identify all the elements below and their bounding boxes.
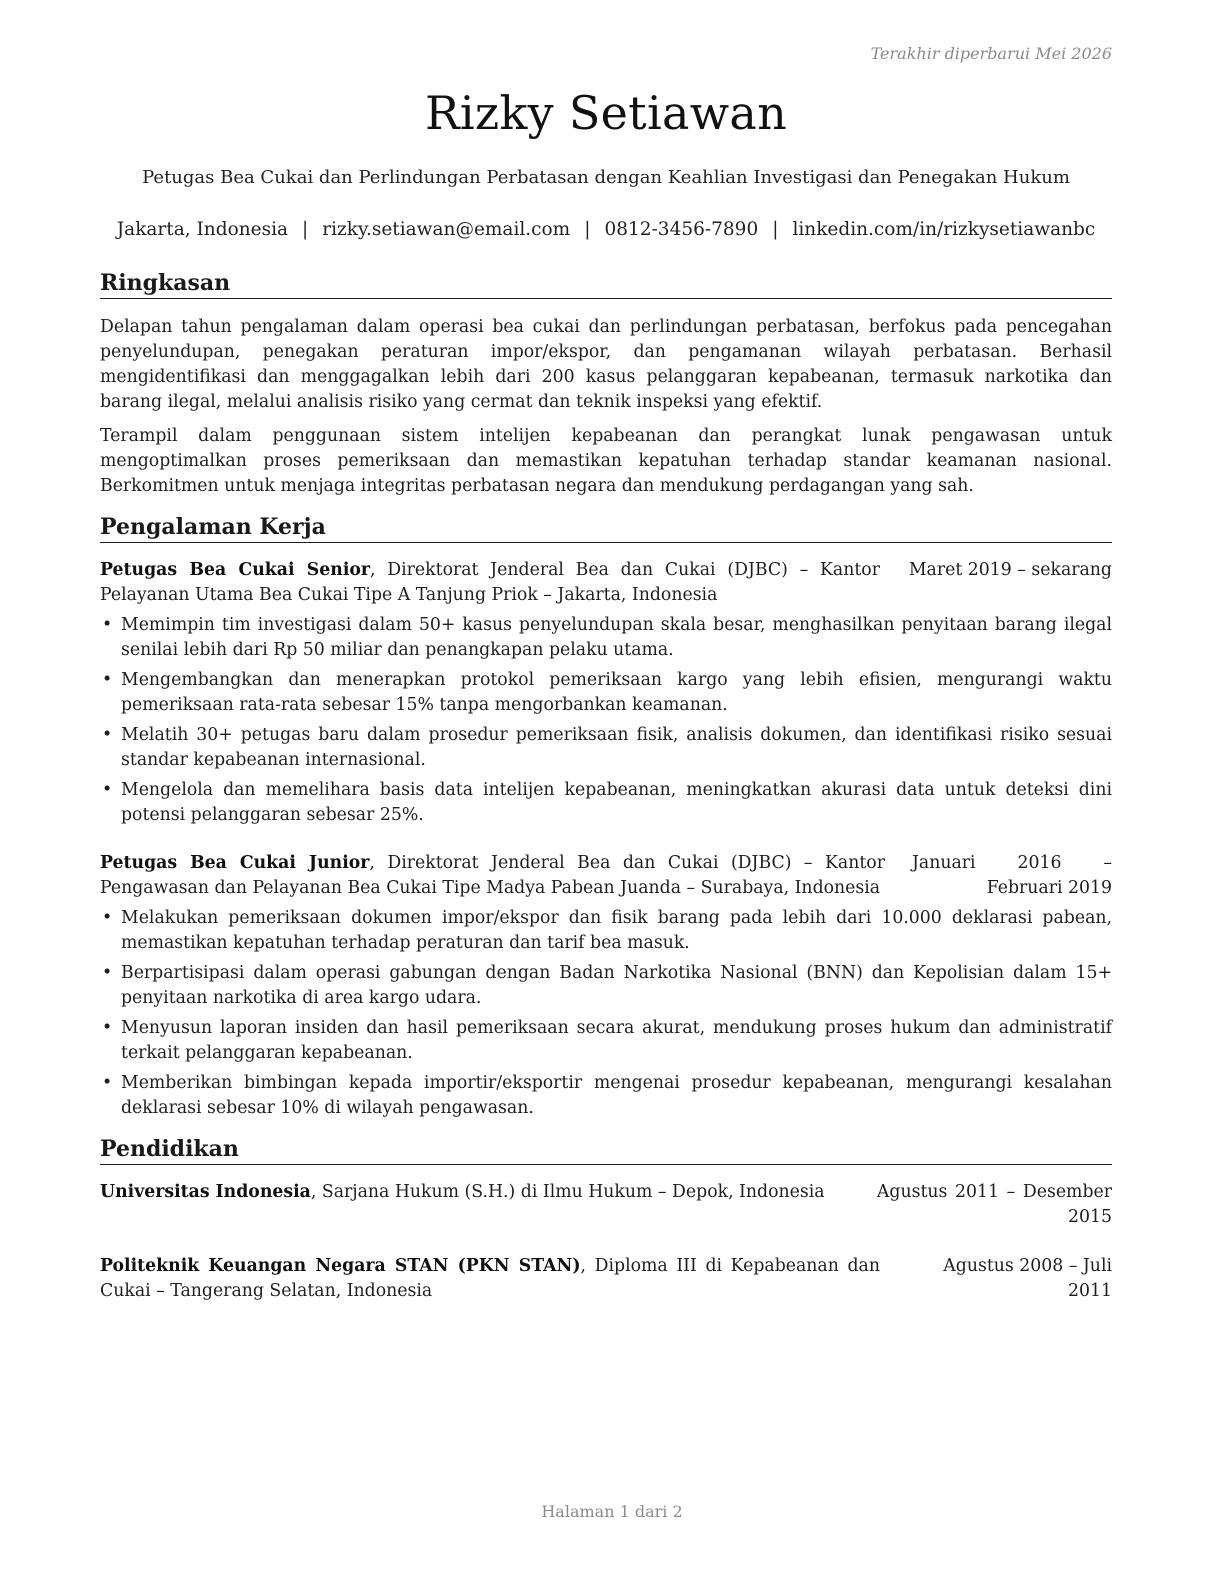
list-item [100, 906, 1112, 956]
list-item [100, 961, 1112, 1011]
education-title [100, 1180, 877, 1205]
job-entry [100, 558, 1112, 833]
list-item [100, 613, 1112, 663]
list-item [100, 1071, 1112, 1121]
section-title-education: Pendidikan [100, 1136, 1112, 1165]
summary-paragraph: Terampil dalam penggunaan sistem intelijen kepabeanan dan perangkat lunak pengawasan untuk mengoptimalkan proses pemeriksaan dan memastikan kepatuhan terhadap standar keamanan nasional. Berkomitmen untuk menjaga integritas perbatasan negara dan mendukung perdagangan yang sah. [100, 426, 1112, 496]
education-entry [100, 1254, 1112, 1304]
job-date: Januari 2016 – Februari 2019 [912, 853, 1112, 898]
contact-location: Jakarta, Indonesia [116, 219, 289, 240]
education-date: Agustus 2008 – Juli 2011 [943, 1256, 1112, 1301]
education-date: Agustus 2011 – Desember 2015 [876, 1182, 1112, 1227]
education-school: Politeknik Keuangan Negara STAN (PKN STAN) [100, 1256, 581, 1276]
education-header [100, 1180, 1112, 1230]
summary-paragraph: Delapan tahun pengalaman dalam operasi bea cukai dan perlindungan perbatasan, berfokus pada pencegahan penyelundupan, penegakan peraturan impor/ekspor, dan pengamanan wilayah perbatasan. Berhasil mengidentifikasi dan menggagalkan lebih dari 200 kasus pelanggaran kepabeanan, termasuk narkotika dan barang ilegal, melalui analisis risiko yang cermat dan teknik inspeksi yang efektif. [100, 317, 1112, 412]
education-detail: , Sarjana Hukum (S.H.) di Ilmu Hukum – Depok, Indonesia [310, 1182, 825, 1202]
bullet-text: Memberikan bimbingan kepada importir/eksportir mengenai prosedur kepabeanan, mengurangi kesalahan deklarasi sebesar 10% di wilayah pengawasan. [121, 1073, 1112, 1118]
education-entry [100, 1180, 1112, 1230]
page-number: Halaman 1 dari 2 [541, 1502, 683, 1521]
contact-line [100, 219, 1112, 240]
job-entry [100, 851, 1112, 1126]
candidate-tagline: Petugas Bea Cukai dan Perlindungan Perbatasan dengan Keahlian Investigasi dan Penegakan Hukum [142, 167, 1070, 188]
list-item [100, 668, 1112, 718]
contact-phone: 0812-3456-7890 [604, 219, 759, 240]
contact-separator: | [772, 219, 779, 240]
candidate-name: Rizky Setiawan [424, 86, 788, 140]
education-header [100, 1254, 1112, 1304]
list-item [100, 723, 1112, 773]
job-organization: , Direktorat Jenderal Bea dan Cukai (DJBC) – Kantor Pelayanan Utama Bea Cukai Tipe A Tanjung Priok – Jakarta, Indonesia [100, 560, 880, 605]
bullet-text: Melakukan pemeriksaan dokumen impor/ekspor dan fisik barang pada lebih dari 10.000 deklarasi pabean, memastikan kepatuhan terhadap peraturan dan tarif bea masuk. [121, 908, 1112, 953]
bullet-icon: • [102, 963, 113, 983]
section-title-summary: Ringkasan [100, 270, 1112, 299]
last-updated-note: Terakhir diperbarui Mei 2026 [870, 44, 1112, 63]
job-title [100, 851, 885, 901]
bullet-icon: • [102, 615, 113, 635]
list-item [100, 778, 1112, 828]
job-header [100, 558, 1112, 608]
education-school: Universitas Indonesia [100, 1182, 311, 1202]
bullet-text: Berpartisipasi dalam operasi gabungan dengan Badan Narkotika Nasional (BNN) dan Kepolisian dalam 15+ penyitaan narkotika di area kargo udara. [121, 963, 1112, 1008]
bullet-icon: • [102, 780, 113, 800]
bullet-text: Menyusun laporan insiden dan hasil pemeriksaan secara akurat, mendukung proses hukum dan administratif terkait pelanggaran kepabeanan. [121, 1018, 1112, 1063]
job-role: Petugas Bea Cukai Junior [100, 853, 370, 873]
education-title [100, 1254, 880, 1304]
bullet-icon: • [102, 1018, 113, 1038]
job-role: Petugas Bea Cukai Senior [100, 560, 371, 580]
bullet-icon: • [102, 908, 113, 928]
job-bullets [100, 906, 1112, 1121]
education-detail: , Diploma III di Kepabeanan dan Cukai – Tangerang Selatan, Indonesia [100, 1256, 880, 1301]
bullet-icon: • [102, 1073, 113, 1093]
bullet-icon: • [102, 725, 113, 745]
contact-linkedin[interactable]: linkedin.com/in/rizkysetiawanbc [792, 219, 1096, 240]
job-date: Maret 2019 – sekarang [908, 560, 1112, 580]
contact-separator: | [584, 219, 591, 240]
bullet-text: Mengelola dan memelihara basis data intelijen kepabeanan, meningkatkan akurasi data untuk deteksi dini potensi pelanggaran sebesar 25%. [121, 780, 1112, 825]
list-item [100, 1016, 1112, 1066]
contact-email[interactable]: rizky.setiawan@email.com [322, 219, 571, 240]
contact-separator: | [302, 219, 309, 240]
section-title-experience: Pengalaman Kerja [100, 514, 1112, 543]
job-title [100, 558, 880, 608]
job-header [100, 851, 1112, 901]
bullet-text: Memimpin tim investigasi dalam 50+ kasus penyelundupan skala besar, menghasilkan penyitaan barang ilegal senilai lebih dari Rp 50 miliar dan penangkapan pelaku utama. [121, 615, 1112, 660]
job-organization: , Direktorat Jenderal Bea dan Cukai (DJBC) – Kantor Pengawasan dan Pelayanan Bea Cukai Tipe Madya Pabean Juanda – Surabaya, Indonesia [100, 853, 885, 898]
bullet-text: Melatih 30+ petugas baru dalam prosedur pemeriksaan fisik, analisis dokumen, dan identifikasi risiko sesuai standar kepabeanan internasional. [121, 725, 1112, 770]
bullet-icon: • [102, 670, 113, 690]
bullet-text: Mengembangkan dan menerapkan protokol pemeriksaan kargo yang lebih efisien, mengurangi waktu pemeriksaan rata-rata sebesar 15% tanpa mengorbankan keamanan. [121, 670, 1112, 715]
job-bullets [100, 613, 1112, 828]
